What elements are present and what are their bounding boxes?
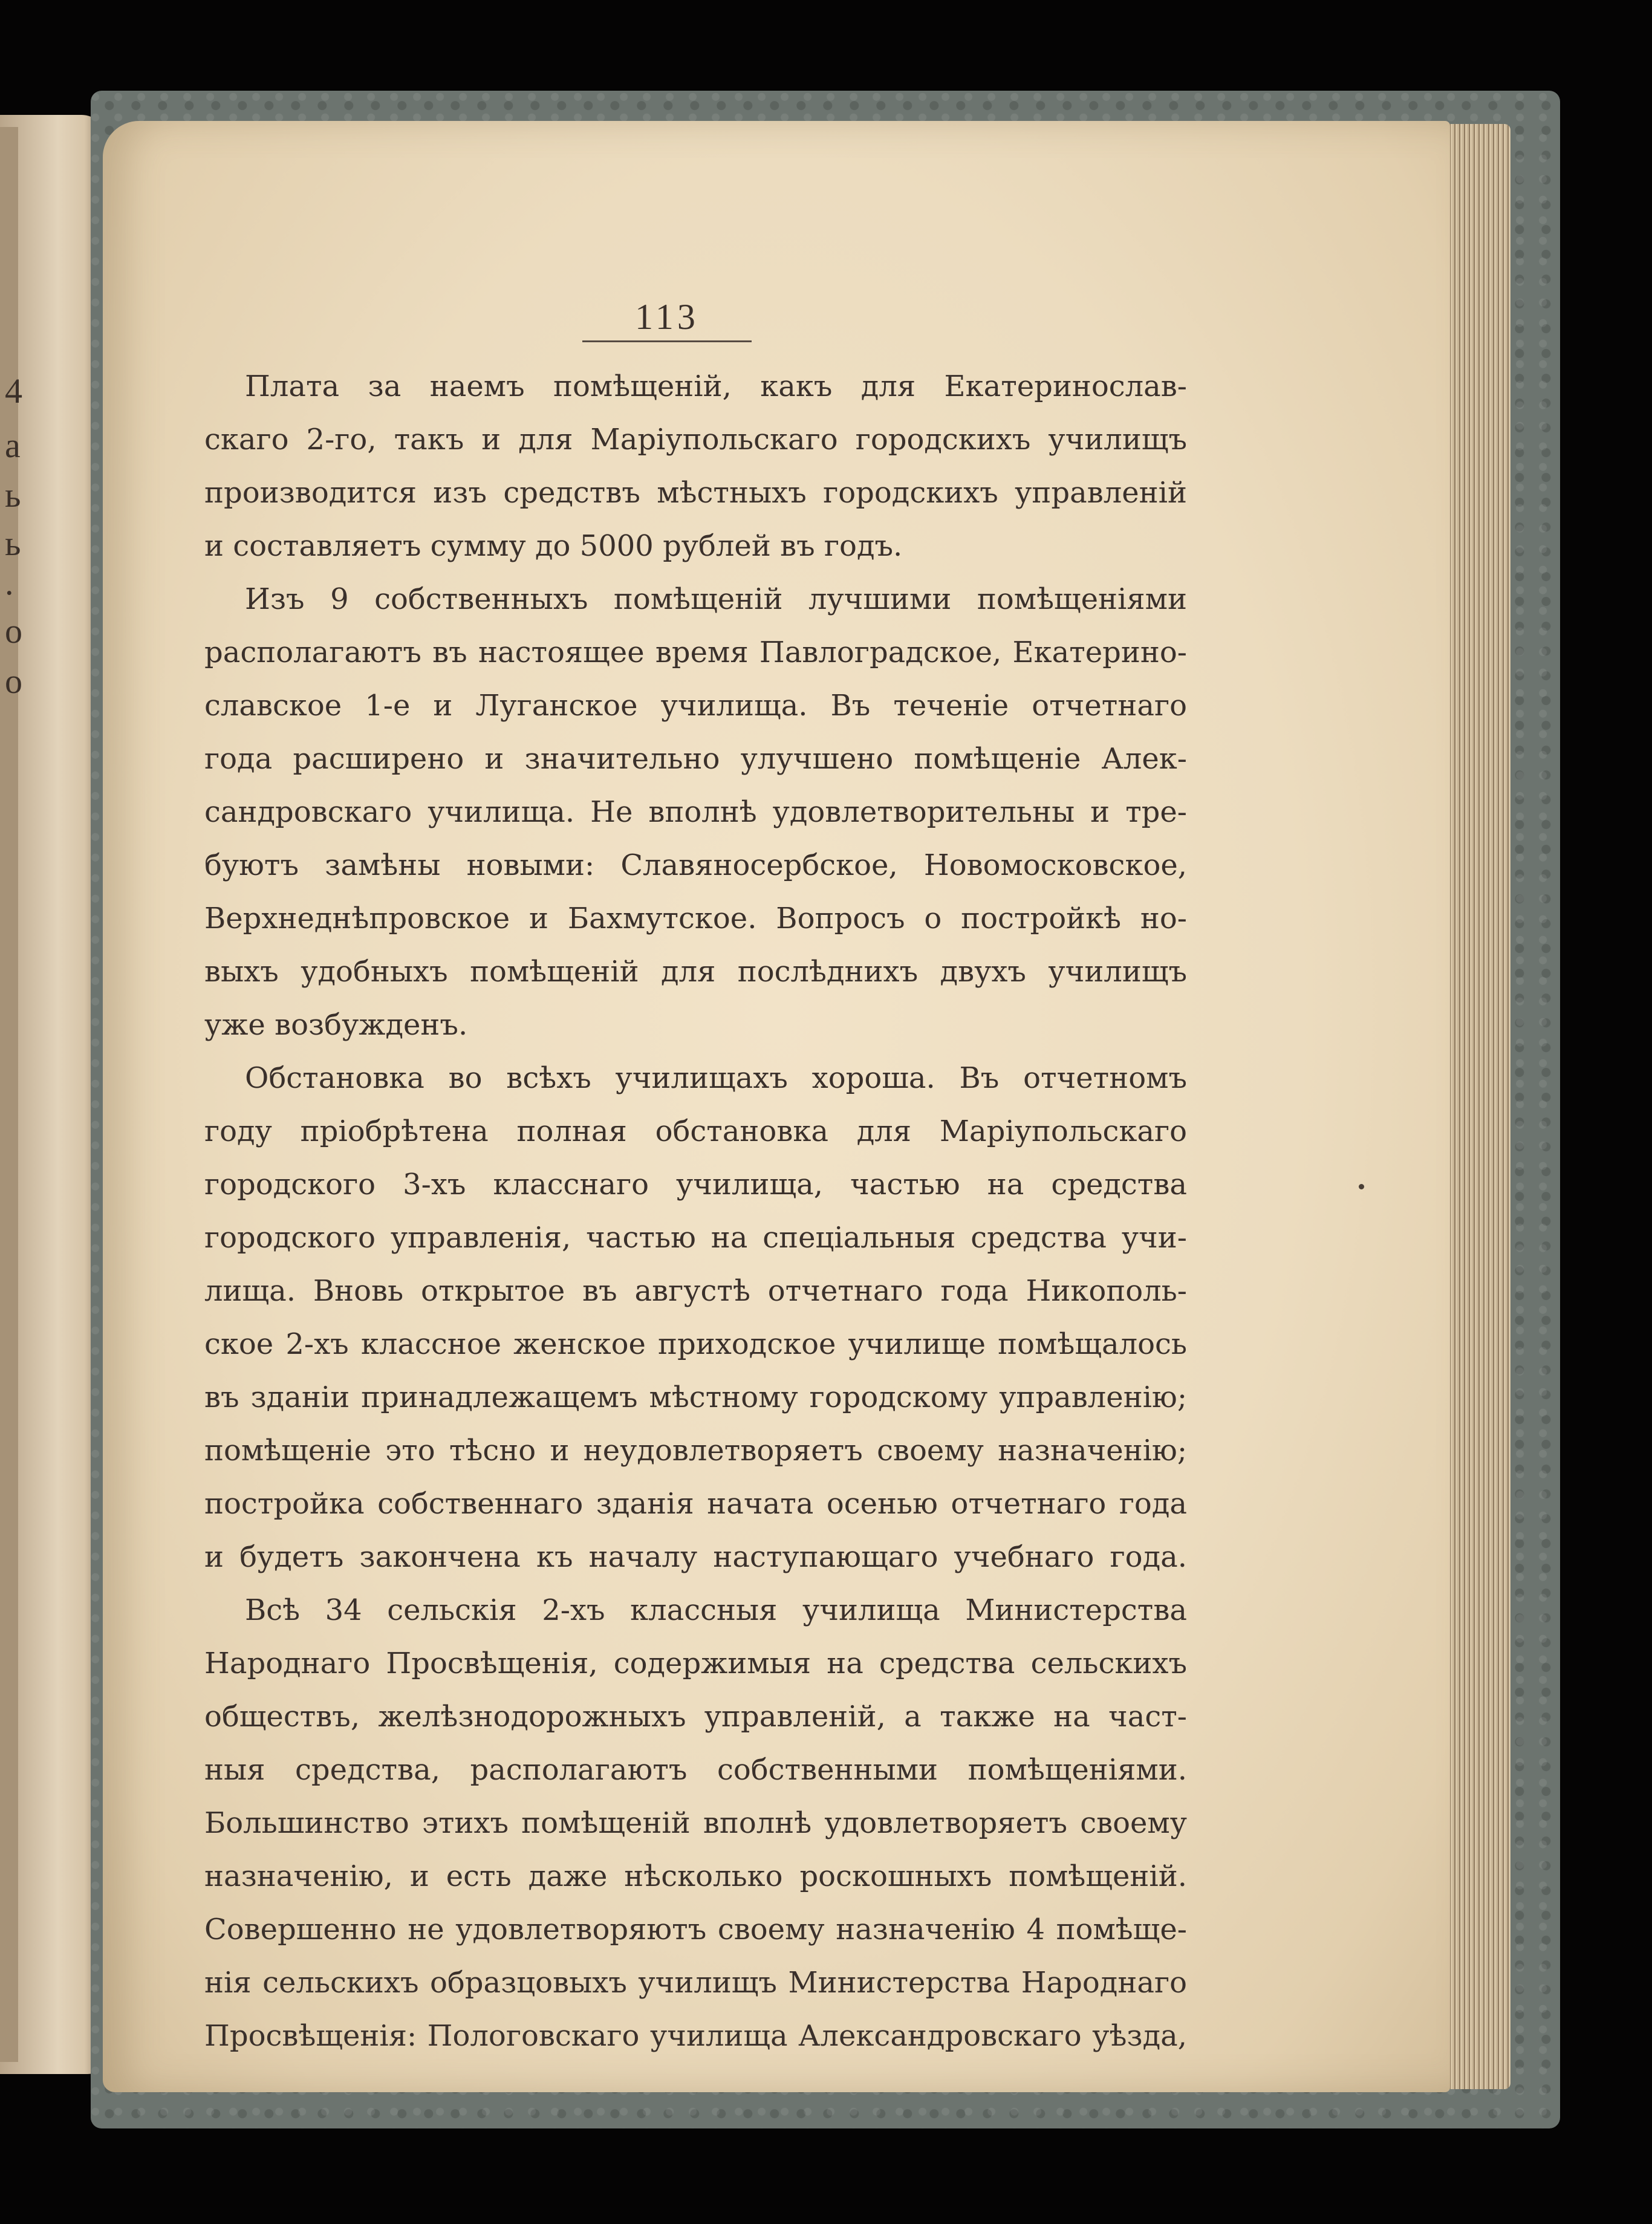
header-rule (582, 340, 752, 342)
text-line: помѣщеніе это тѣсно и неудовлетворяетъ своему назначенію; (204, 1434, 1187, 1468)
text-line: производится изъ средствъ мѣстныхъ городскихъ управленій (204, 476, 1187, 510)
text-line: ское 2-хъ классное женское приходское училище помѣщалось (204, 1327, 1187, 1361)
text-line: Изъ 9 собственныхъ помѣщеній лучшими помѣщеніями (245, 582, 1187, 616)
text-line: обществъ, желѣзнодорожныхъ управленій, а также на част- (204, 1700, 1187, 1734)
text-line: располагаютъ въ настоящее время Павлоградское, Екатерино- (204, 636, 1187, 669)
ink-speck (1359, 1184, 1364, 1189)
text-line: постройка собственнаго зданія начата осенью отчетнаго года (204, 1487, 1187, 1521)
facing-page-gutter (0, 127, 18, 2062)
text-line: Большинство этихъ помѣщеній вполнѣ удовлетворяетъ своему (204, 1806, 1187, 1840)
facing-page-fragment: о (5, 611, 22, 651)
text-line: Всѣ 34 сельскія 2-хъ классныя училища Министерства (245, 1593, 1187, 1627)
text-line: славское 1-е и Луганское училища. Въ теченіе отчетнаго (204, 689, 1187, 723)
text-line: и составляетъ сумму до 5000 рублей въ годъ. (204, 529, 903, 563)
text-line: ныя средства, располагаютъ собственными помѣщеніями. (204, 1753, 1187, 1787)
text-line: буютъ замѣны новыми: Славяносербское, Новомосковское, (204, 848, 1187, 882)
text-line: скаго 2-го, такъ и для Маріупольскаго городскихъ училищъ (204, 423, 1187, 457)
text-line: сандровскаго училища. Не вполнѣ удовлетворительны и тре- (204, 795, 1187, 829)
facing-page-fragment: ь (5, 475, 21, 515)
text-line: городского 3-хъ класснаго училища, частью на средства (204, 1168, 1187, 1201)
text-line: выхъ удобныхъ помѣщеній для послѣднихъ двухъ училищъ (204, 955, 1187, 989)
text-line: назначенію, и есть даже нѣсколько роскошныхъ помѣщеній. (204, 1859, 1187, 1893)
facing-page-fragment: 4 (5, 371, 22, 411)
facing-page-fragment: . (5, 563, 14, 602)
text-line: Совершенно не удовлетворяютъ своему назначенію 4 помѣще- (204, 1913, 1187, 1946)
text-line: году пріобрѣтена полная обстановка для Маріупольскаго (204, 1114, 1187, 1148)
text-line: нія сельскихъ образцовыхъ училищъ Министерства Народнаго (204, 1966, 1187, 2000)
text-line: года расширено и значительно улучшено помѣщеніе Алек- (204, 742, 1187, 776)
text-line: Народнаго Просвѣщенія, содержимыя на средства сельскихъ (204, 1647, 1187, 1680)
text-line: въ зданіи принадлежащемъ мѣстному городскому управленію; (204, 1380, 1187, 1414)
text-line: Верхнеднѣпровское и Бахмутское. Вопросъ о постройкѣ но- (204, 902, 1187, 935)
page-number: 113 (635, 297, 699, 337)
text-line: городского управленія, частью на спеціальныя средства учи- (204, 1221, 1187, 1255)
text-line: уже возбужденъ. (204, 1008, 468, 1042)
facing-page-fragment: ь (5, 524, 21, 563)
text-line: Обстановка во всѣхъ училищахъ хороша. Въ отчетномъ (245, 1061, 1187, 1095)
text-line: Плата за наемъ помѣщеній, какъ для Екатеринослав- (245, 369, 1187, 403)
facing-page-fragment: о (5, 662, 22, 701)
text-line: и будетъ закончена къ началу наступающаго учебнаго года. (204, 1540, 1187, 1574)
text-line: лища. Вновь открытое въ августѣ отчетнаго года Никополь- (204, 1274, 1187, 1308)
facing-page-fragment: а (5, 426, 21, 465)
text-line: Просвѣщенія: Пологовскаго училища Александровскаго уѣзда, (204, 2019, 1187, 2053)
